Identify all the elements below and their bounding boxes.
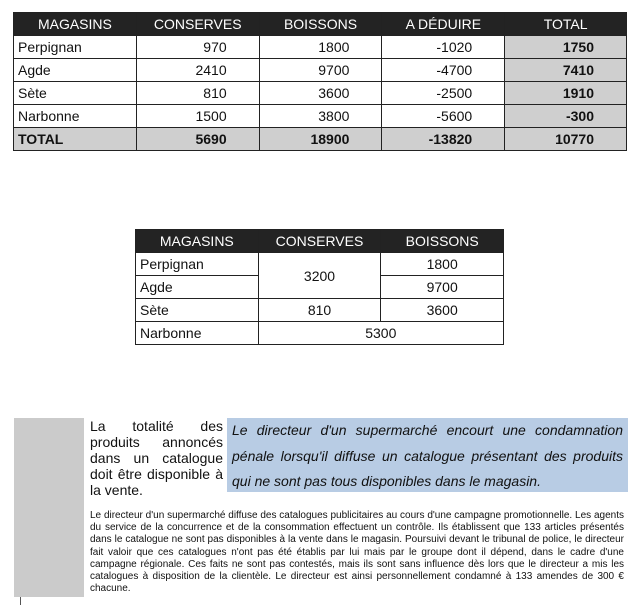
- table-row: [14, 59, 627, 82]
- cell-boissons: 3600: [381, 299, 504, 322]
- cell-magasin: Narbonne: [14, 105, 137, 128]
- total-total: 10770: [505, 128, 627, 151]
- cell-a-deduire: -2500: [382, 82, 505, 105]
- table-row: [14, 82, 627, 105]
- header-conserves: CONSERVES: [258, 230, 381, 253]
- cell-total: 1910: [505, 82, 627, 105]
- cell-magasin: Perpignan: [136, 253, 259, 276]
- table-row: [136, 253, 504, 276]
- side-note: La totalité des produits annoncés dans un catalogue doit être disponible à la vente.: [90, 418, 223, 498]
- cell-boissons: 1800: [381, 253, 504, 276]
- header-boissons: BOISSONS: [259, 13, 382, 36]
- cell-a-deduire: -1020: [382, 36, 505, 59]
- cell-conserves: 970: [136, 36, 259, 59]
- total-a-deduire: -13820: [382, 128, 505, 151]
- sales-summary-table: [13, 12, 627, 151]
- total-label: TOTAL: [14, 128, 137, 151]
- header-magasins: MAGASINS: [136, 230, 259, 253]
- table-row: [14, 36, 627, 59]
- cell-boissons: 1800: [259, 36, 382, 59]
- body-paragraph: Le directeur d'un supermarché diffuse des catalogues publicitaires au cours d'une campagne promotionnelle. Les agents du service de la concurrence et de la consommation effectuent un contrôle. Ils établissent que 133 articles présentés dans le catalogue ne sont pas disponibles à la vente dans le magasin. Poursuivi devant le tribunal de police, le directeur fait valoir que ces catalogues n'ont pas été établis par lui mais par le groupe dont il dépend, dans le cadre d'une campagne régionale. Ces faits ne sont pas contestés, mais ils sont sans influence dès lors que le directeur a mis les catalogues à disposition de la clientèle. Le directeur est ainsi personnellement condamné à 133 amendes de 300 € chacune.: [90, 510, 624, 595]
- cell-magasin: Agde: [14, 59, 137, 82]
- cell-conserves: 810: [136, 82, 259, 105]
- total-conserves: 5690: [136, 128, 259, 151]
- table-row: [136, 299, 504, 322]
- cell-a-deduire: -5600: [382, 105, 505, 128]
- cell-boissons: 3600: [259, 82, 382, 105]
- cell-conserves: 1500: [136, 105, 259, 128]
- header-conserves: CONSERVES: [136, 13, 259, 36]
- highlight-box: Le directeur d'un supermarché encourt une condamnation pénale lorsqu'il diffuse un catalogue présentant des produits qui ne sont pas tous disponibles dans le magasin.: [227, 418, 628, 492]
- cell-a-deduire: -4700: [382, 59, 505, 82]
- table-row: [14, 105, 627, 128]
- cell-magasin: Sète: [14, 82, 137, 105]
- cell-magasin: Narbonne: [136, 322, 259, 345]
- cell-total: 7410: [505, 59, 627, 82]
- merged-conserves-cell: 3200: [258, 253, 381, 299]
- table-header-row: [14, 13, 627, 36]
- total-row: [14, 128, 627, 151]
- total-boissons: 18900: [259, 128, 382, 151]
- cell-boissons: 3800: [259, 105, 382, 128]
- header-magasins: MAGASINS: [14, 13, 137, 36]
- header-a-deduire: A DÉDUIRE: [382, 13, 505, 36]
- margin-shading: [14, 418, 84, 597]
- table-row: [136, 322, 504, 345]
- cell-magasin: Sète: [136, 299, 259, 322]
- header-total: TOTAL: [505, 13, 627, 36]
- cell-conserves: 2410: [136, 59, 259, 82]
- cell-total: -300: [505, 105, 627, 128]
- table-header-row: [136, 230, 504, 253]
- cell-boissons: 9700: [381, 276, 504, 299]
- cell-magasin: Perpignan: [14, 36, 137, 59]
- cell-conserves: 810: [258, 299, 381, 322]
- merged-cells-table: [135, 229, 504, 345]
- margin-tick: [20, 597, 21, 605]
- header-boissons: BOISSONS: [381, 230, 504, 253]
- cell-magasin: Agde: [136, 276, 259, 299]
- cell-boissons: 9700: [259, 59, 382, 82]
- cell-total: 1750: [505, 36, 627, 59]
- merged-conserves-boissons-cell: 5300: [258, 322, 503, 345]
